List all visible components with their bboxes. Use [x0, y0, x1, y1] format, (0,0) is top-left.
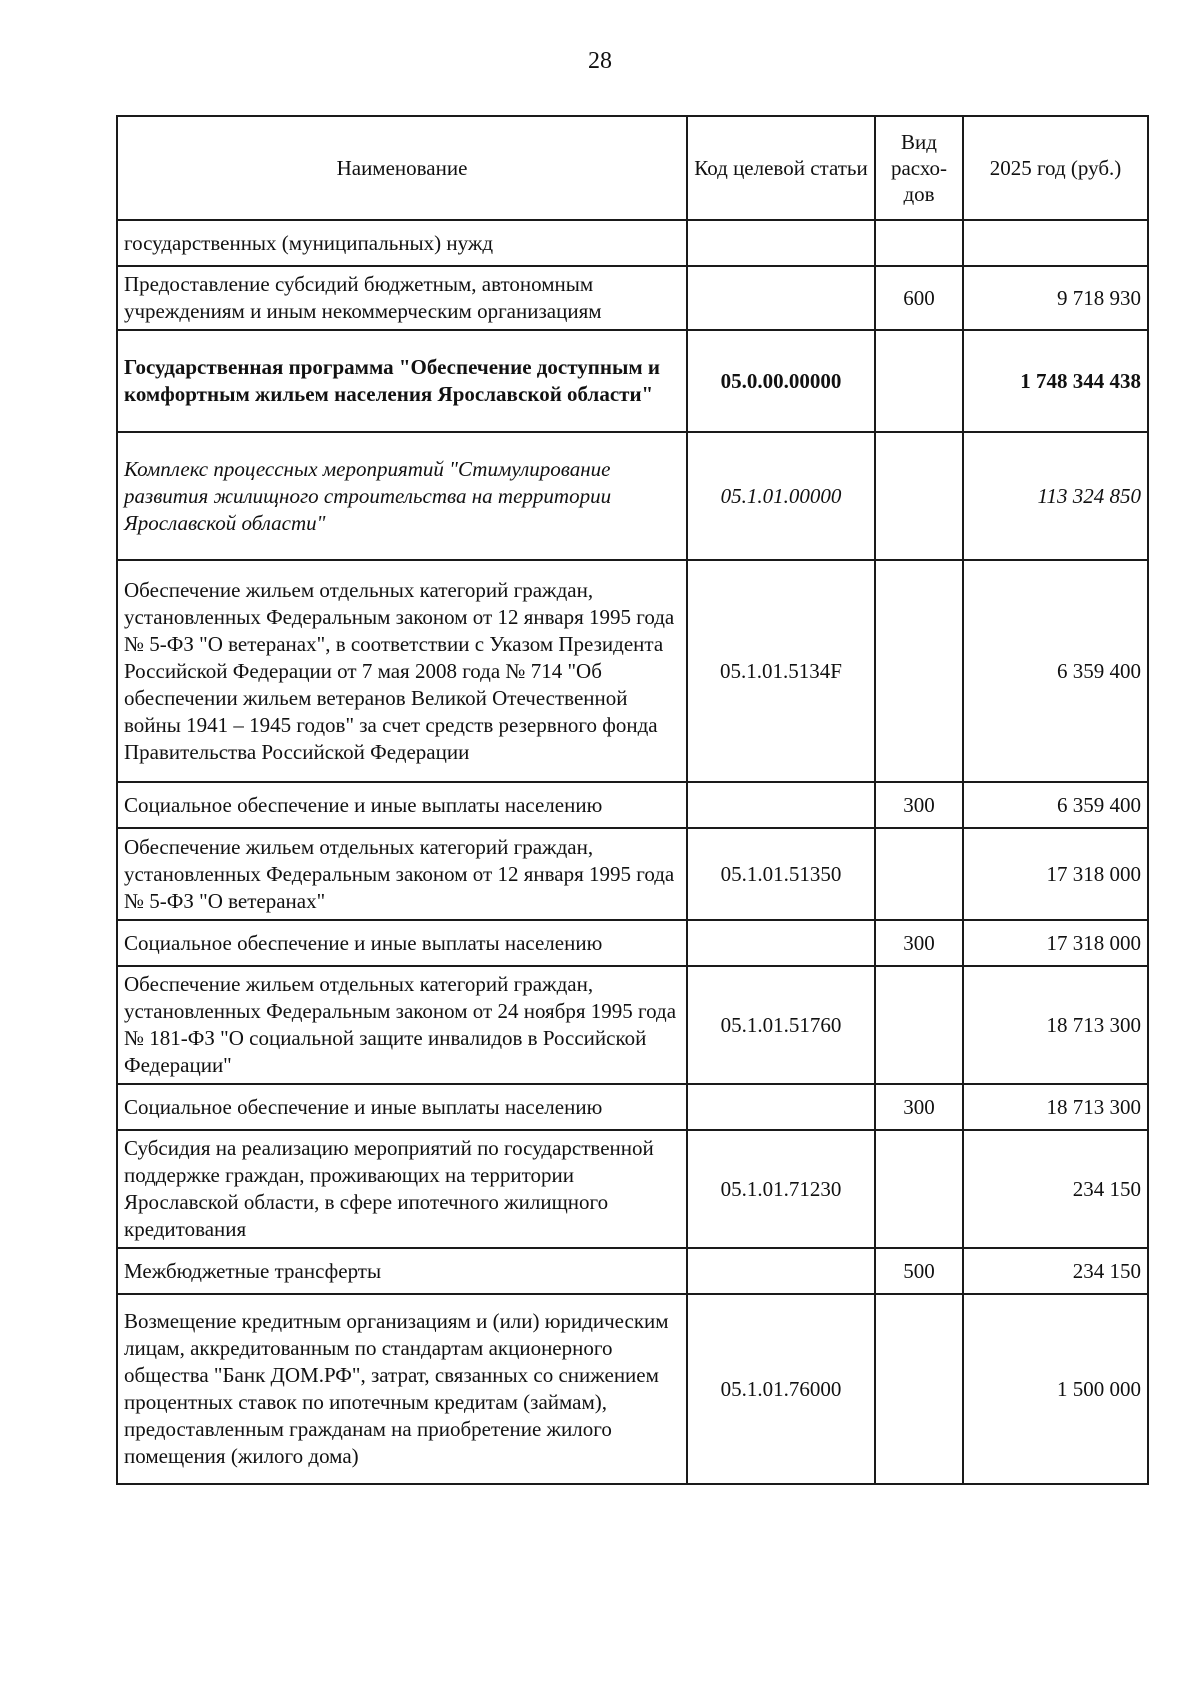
cell-code: 05.1.01.71230	[687, 1130, 875, 1248]
cell-type	[875, 1130, 963, 1248]
cell-amount: 1 500 000	[963, 1294, 1148, 1484]
header-amount: 2025 год (руб.)	[963, 116, 1148, 220]
table-row	[117, 920, 1148, 966]
cell-code: 05.1.01.51760	[687, 966, 875, 1084]
table-body	[117, 220, 1148, 1484]
cell-name: Возмещение кредитным организациям и (или) юридическим лицам, аккредитованным по стандартам акционерного общества "Банк ДОМ.РФ", затрат, связанных со снижением процентных ставок по ипотечным кредитам (займам), предоставленным гражданам на приобретение жилого помещения (жилого дома)	[117, 1294, 687, 1484]
cell-name: Предоставление субсидий бюджетным, автономным учреждениям и иным некоммерческим организациям	[117, 266, 687, 330]
cell-amount: 6 359 400	[963, 782, 1148, 828]
cell-type	[875, 1294, 963, 1484]
table-row	[117, 828, 1148, 920]
cell-code	[687, 920, 875, 966]
cell-code	[687, 1084, 875, 1130]
cell-amount: 18 713 300	[963, 1084, 1148, 1130]
table-row	[117, 330, 1148, 432]
cell-code: 05.1.01.51350	[687, 828, 875, 920]
table-row	[117, 560, 1148, 782]
header-type: Вид расхо-дов	[875, 116, 963, 220]
cell-type	[875, 966, 963, 1084]
table-row	[117, 966, 1148, 1084]
cell-name: Обеспечение жильем отдельных категорий граждан, установленных Федеральным законом от 12 января 1995 года № 5-ФЗ "О ветеранах", в соответствии с Указом Президента Российской Федерации от 7 мая 2008 года № 714 "Об обеспечении жильем ветеранов Великой Отечественной войны 1941 – 1945 годов" за счет средств резервного фонда Правительства Российской Федерации	[117, 560, 687, 782]
cell-name: Комплекс процессных мероприятий "Стимулирование развития жилищного строительства на территории Ярославской области"	[117, 432, 687, 560]
cell-code: 05.1.01.00000	[687, 432, 875, 560]
table-row	[117, 1248, 1148, 1294]
cell-code: 05.1.01.5134F	[687, 560, 875, 782]
cell-amount: 9 718 930	[963, 266, 1148, 330]
cell-type	[875, 330, 963, 432]
cell-name: Субсидия на реализацию мероприятий по государственной поддержке граждан, проживающих на территории Ярославской области, в сфере ипотечного жилищного кредитования	[117, 1130, 687, 1248]
table-row	[117, 432, 1148, 560]
cell-code	[687, 220, 875, 266]
cell-amount	[963, 220, 1148, 266]
budget-table	[116, 115, 1149, 1485]
cell-name: Социальное обеспечение и иные выплаты населению	[117, 1084, 687, 1130]
cell-amount: 234 150	[963, 1248, 1148, 1294]
cell-type: 300	[875, 782, 963, 828]
header-name: Наименование	[117, 116, 687, 220]
cell-type	[875, 220, 963, 266]
cell-code	[687, 266, 875, 330]
cell-amount: 1 748 344 438	[963, 330, 1148, 432]
cell-code: 05.1.01.76000	[687, 1294, 875, 1484]
cell-name: Межбюджетные трансферты	[117, 1248, 687, 1294]
cell-type	[875, 828, 963, 920]
header-code: Код целевой статьи	[687, 116, 875, 220]
table-row	[117, 1084, 1148, 1130]
cell-code	[687, 1248, 875, 1294]
cell-type: 300	[875, 1084, 963, 1130]
cell-name: Государственная программа "Обеспечение доступным и комфортным жильем населения Ярославской области"	[117, 330, 687, 432]
table-row	[117, 782, 1148, 828]
table-row	[117, 266, 1148, 330]
table-row	[117, 1294, 1148, 1484]
cell-amount: 17 318 000	[963, 828, 1148, 920]
cell-name: Социальное обеспечение и иные выплаты населению	[117, 782, 687, 828]
cell-amount: 6 359 400	[963, 560, 1148, 782]
cell-type: 300	[875, 920, 963, 966]
cell-amount: 18 713 300	[963, 966, 1148, 1084]
table-row	[117, 1130, 1148, 1248]
cell-amount: 113 324 850	[963, 432, 1148, 560]
cell-type: 600	[875, 266, 963, 330]
cell-type	[875, 560, 963, 782]
cell-name: Обеспечение жильем отдельных категорий граждан, установленных Федеральным законом от 24 ноября 1995 года № 181-ФЗ "О социальной защите инвалидов в Российской Федерации"	[117, 966, 687, 1084]
cell-type	[875, 432, 963, 560]
table-row	[117, 220, 1148, 266]
cell-amount: 17 318 000	[963, 920, 1148, 966]
cell-amount: 234 150	[963, 1130, 1148, 1248]
cell-code	[687, 782, 875, 828]
cell-name: государственных (муниципальных) нужд	[117, 220, 687, 266]
cell-type: 500	[875, 1248, 963, 1294]
cell-name: Социальное обеспечение и иные выплаты населению	[117, 920, 687, 966]
cell-name: Обеспечение жильем отдельных категорий граждан, установленных Федеральным законом от 12 января 1995 года № 5-ФЗ "О ветеранах"	[117, 828, 687, 920]
page-number: 28	[588, 48, 612, 74]
table-header-row	[117, 116, 1148, 220]
cell-code: 05.0.00.00000	[687, 330, 875, 432]
